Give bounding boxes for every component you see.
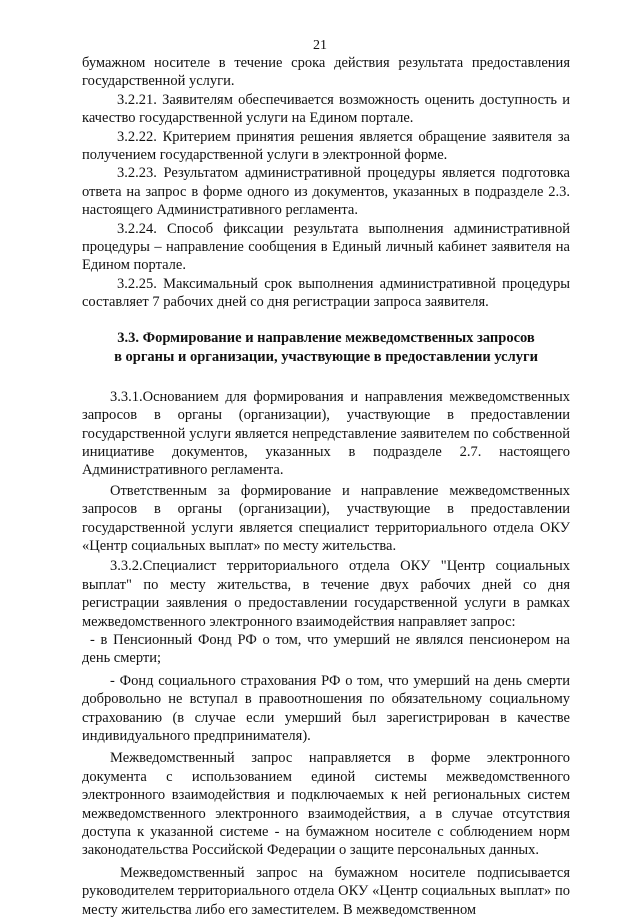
document-body bbox=[82, 54, 570, 919]
list-item-social-insurance-fund: - Фонд социального страхования РФ о том, что умерший на день смерти добровольно не вступал в правоотношения по обязательному социальному страхованию (в случае если умерший был зарегистрирован в качестве индивидуального предпринимателя). bbox=[82, 672, 570, 744]
paragraph-3-2-21: 3.2.21. Заявителям обеспечивается возможность оценить доступность и качество государственной услуги на Едином портале. bbox=[82, 91, 570, 127]
section-heading bbox=[82, 329, 570, 368]
section-heading-line2: в органы и организации, участвующие в предоставлении услуги bbox=[114, 349, 538, 366]
list-item-pension-fund: - в Пенсионный Фонд РФ о том, что умерший не являлся пенсионером на день смерти; bbox=[82, 631, 570, 667]
paragraph-3-2-24: 3.2.24. Способ фиксации результата выполнения административной процедуры – направление сообщения в Единый личный кабинет заявителя на Едином портале. bbox=[82, 220, 570, 274]
paragraph-continuation: бумажном носителе в течение срока действия результата предоставления государственной услуги. bbox=[82, 55, 570, 90]
paragraph-3-3-1: 3.3.1.Основанием для формирования и направления межведомственных запросов в органы (организации), участвующие в предоставлении государственной услуги является непредставление заявителем по собственной инициативе документов, указанных в подразделе 2.7. настоящего Административного регламента. bbox=[82, 388, 570, 479]
paragraph-3-2-23: 3.2.23. Результатом административной процедуры является подготовка ответа на запрос в форме одного из документов, указанных в подразделе 2.3. настоящего Административного регламента. bbox=[82, 165, 570, 219]
paragraph-3-2-25: 3.2.25. Максимальный срок выполнения административной процедуры составляет 7 рабочих дней со дня регистрации запроса заявителя. bbox=[82, 275, 570, 311]
paragraph-responsible: Ответственным за формирование и направление межведомственных запросов в органы (организации), участвующие в предоставлении государственной услуги является специалист территориального отдела ОКУ «Центр социальных выплат» по месту жительства. bbox=[82, 482, 570, 554]
paragraph-electronic-request: Межведомственный запрос направляется в форме электронного документа с использованием единой системы межведомственного электронного взаимодействия и подключаемых к ней региональных систем межведомственного электронного взаимодействия, а в случае отсутствия доступа к указанной системе - на бумажном носителе с соблюдением норм законодательства Российской Федерации о защите персональных данных. bbox=[82, 750, 570, 859]
paragraph-3-3-2: 3.3.2.Специалист территориального отдела ОКУ "Центр социальных выплат" по месту жительства, в течение двух рабочих дней со дня регистрации заявления о предоставлении государственной услуги в рамках межведомственного электронного взаимодействия направляет запрос: bbox=[82, 558, 570, 630]
section-heading-line1: 3.3. Формирование и направление межведомственных запросов bbox=[117, 329, 535, 346]
page-number: 21 bbox=[313, 38, 327, 53]
paragraph-3-2-22: 3.2.22. Критерием принятия решения является обращение заявителя за получением государственной услуги в электронной форме. bbox=[82, 128, 570, 164]
paragraph-paper-request: Межведомственный запрос на бумажном носителе подписывается руководителем территориального отдела ОКУ «Центр социальных выплат» по месту жительства либо его заместителем. В межведомственном bbox=[82, 864, 570, 918]
